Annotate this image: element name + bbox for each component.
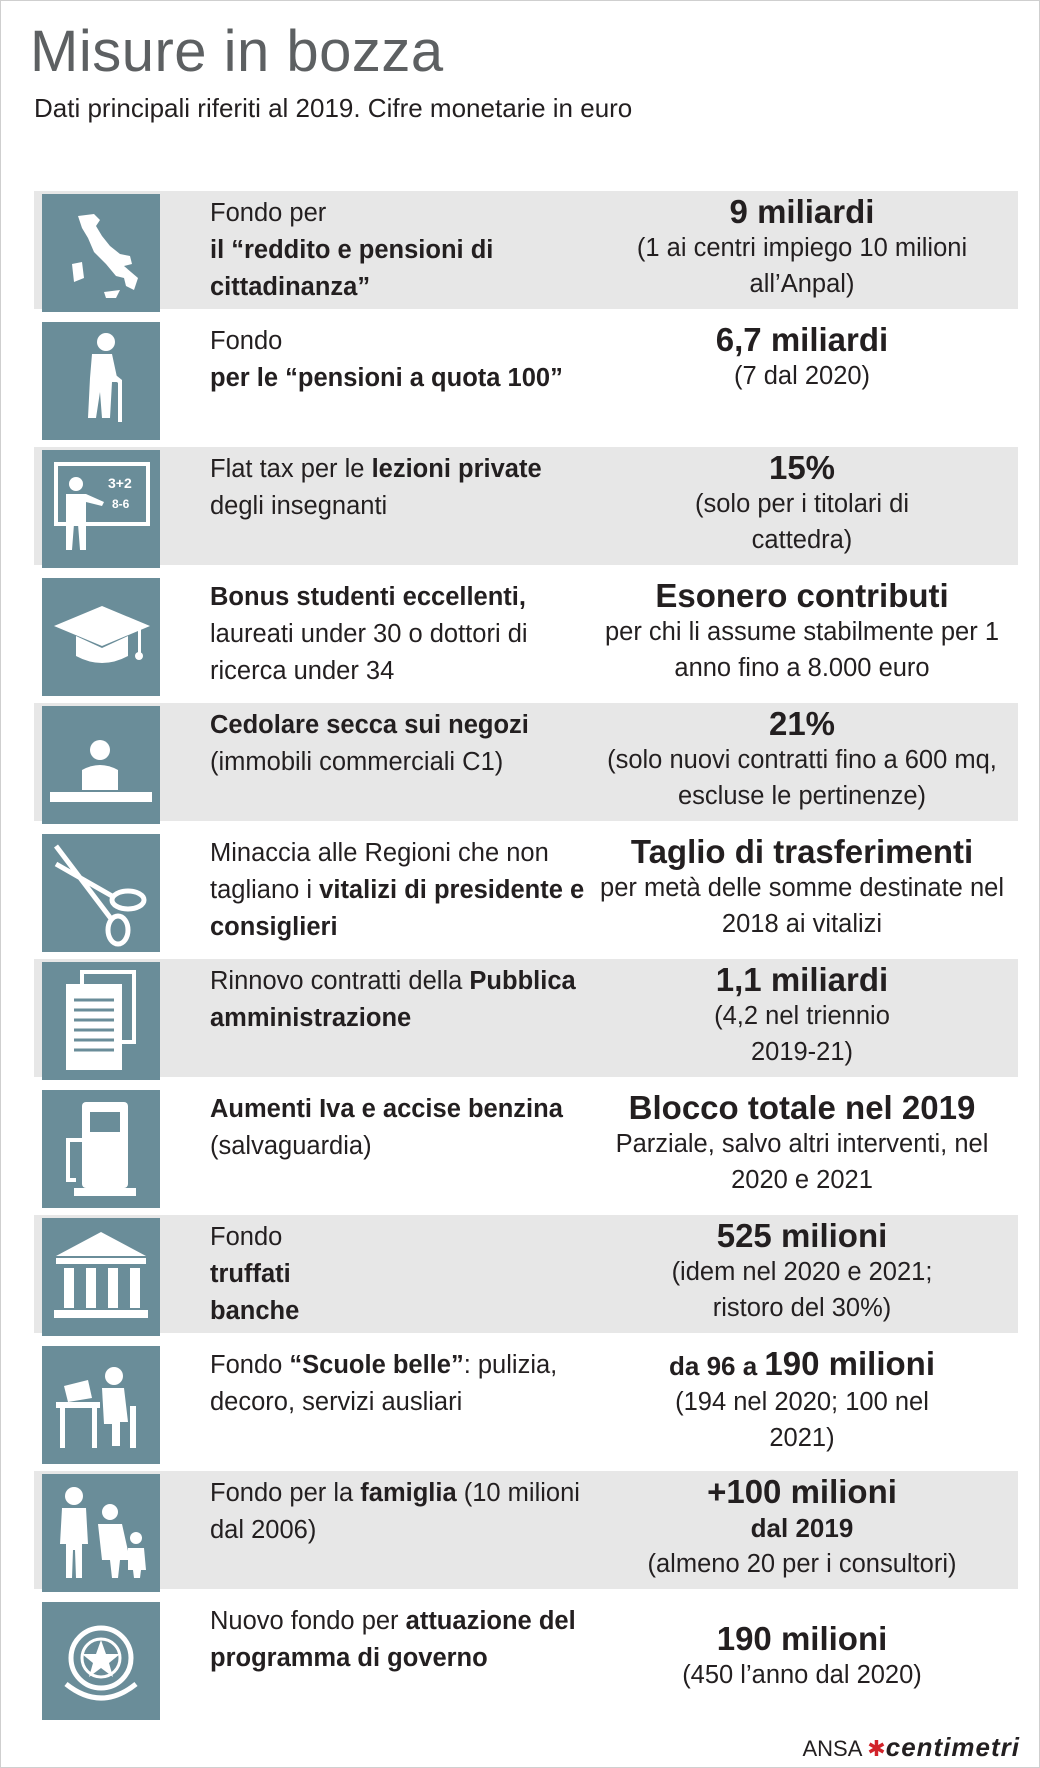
measure-description: Fondo per il “reddito e pensioni di cittadinanza” xyxy=(210,199,494,301)
measure-row-cedolare-secca xyxy=(34,703,1018,821)
measure-description: Fondo truffati banche xyxy=(210,1223,300,1325)
measure-description: Rinnovo contratti della Pubblica amministrazione xyxy=(210,967,576,1032)
page-title: Misure in bozza xyxy=(30,19,444,84)
family-icon xyxy=(42,1474,160,1592)
measures-list xyxy=(34,191,1018,1727)
measure-value: 9 miliardi (1 ai centri impiego 10 milioni all’Anpal) xyxy=(636,193,968,298)
measure-row-programma-governo xyxy=(34,1599,1018,1717)
source-credit xyxy=(802,1732,1020,1763)
measure-row-flat-tax-lezioni xyxy=(34,447,1018,565)
measure-value: Esonero contributi per chi li assume stabilmente per 1 anno fino a 8.000 euro xyxy=(604,577,1000,682)
measure-row-bonus-studenti xyxy=(34,575,1018,693)
measure-row-famiglia xyxy=(34,1471,1018,1589)
fuel-pump-icon xyxy=(42,1090,160,1208)
measure-description: Nuovo fondo per attuazione del programma di governo xyxy=(210,1607,576,1672)
brand-name: centimetri xyxy=(885,1732,1020,1762)
page-subtitle: Dati principali riferiti al 2019. Cifre monetarie in euro xyxy=(34,93,633,123)
bank-building-icon xyxy=(42,1218,160,1336)
measure-description: Flat tax per le lezioni private degli insegnanti xyxy=(210,455,542,520)
measure-value: 15% (solo per i titolari di cattedra) xyxy=(695,449,909,554)
measure-value: 1,1 miliardi (4,2 nel triennio 2019-21) xyxy=(714,961,890,1066)
measure-row-rinnovo-contratti-pa xyxy=(34,959,1018,1077)
italian-emblem-icon xyxy=(42,1602,160,1720)
measure-row-scuole-belle xyxy=(34,1343,1018,1461)
measure-description: Fondo per le “pensioni a quota 100” xyxy=(210,327,563,392)
measure-value: da 96 a 190 milioni (194 nel 2020; 100 nel 2021) xyxy=(669,1345,935,1452)
svg-text:3+2: 3+2 xyxy=(108,475,132,491)
measure-description: Cedolare secca sui negozi (immobili commerciali C1) xyxy=(210,711,529,776)
elderly-person-icon xyxy=(42,322,160,440)
measure-description: Fondo per la famiglia (10 milioni dal 2006) xyxy=(210,1479,580,1544)
measure-value: 190 milioni (450 l’anno dal 2020) xyxy=(682,1620,922,1689)
measure-value: Taglio di trasferimenti per metà delle somme destinate nel 2018 ai vitalizi xyxy=(600,833,1004,938)
shopkeeper-icon xyxy=(42,706,160,824)
teacher-blackboard-icon xyxy=(42,450,160,568)
measure-row-reddito-cittadinanza xyxy=(34,191,1018,309)
school-desk-icon xyxy=(42,1346,160,1464)
measure-value: 6,7 miliardi (7 dal 2020) xyxy=(715,321,889,390)
documents-icon xyxy=(42,962,160,1080)
measure-description: Bonus studenti eccellenti, laureati under 30 o dottori di ricerca under 34 xyxy=(210,583,528,685)
measure-row-vitalizi xyxy=(34,831,1018,949)
measure-value: 525 milioni (idem nel 2020 e 2021; ristoro del 30%) xyxy=(671,1217,933,1322)
measure-row-truffati-banche xyxy=(34,1215,1018,1333)
measure-value: +100 milioni dal 2019 (almeno 20 per i consultori) xyxy=(647,1473,957,1578)
source-name: ANSA xyxy=(802,1736,862,1761)
svg-text:8-6: 8-6 xyxy=(112,497,130,511)
measure-description: Fondo “Scuole belle”: pulizia, decoro, servizi ausliari xyxy=(210,1351,558,1416)
measure-description: Minaccia alle Regioni che non tagliano i vitalizi di presidente e consiglieri xyxy=(210,839,585,941)
scissors-icon xyxy=(42,834,160,952)
measure-row-iva-accise xyxy=(34,1087,1018,1205)
graduation-cap-icon xyxy=(42,578,160,696)
measure-value: 21% (solo nuovi contratti fino a 600 mq, escluse le pertinenze) xyxy=(607,705,997,810)
measure-description: Aumenti Iva e accise benzina (salvaguardia) xyxy=(210,1095,563,1160)
italy-map-icon xyxy=(42,194,160,312)
measure-value: Blocco totale nel 2019 Parziale, salvo altri interventi, nel 2020 e 2021 xyxy=(615,1089,989,1194)
measure-row-quota-100 xyxy=(34,319,1018,437)
brand-star-icon: ✱ xyxy=(867,1736,886,1761)
